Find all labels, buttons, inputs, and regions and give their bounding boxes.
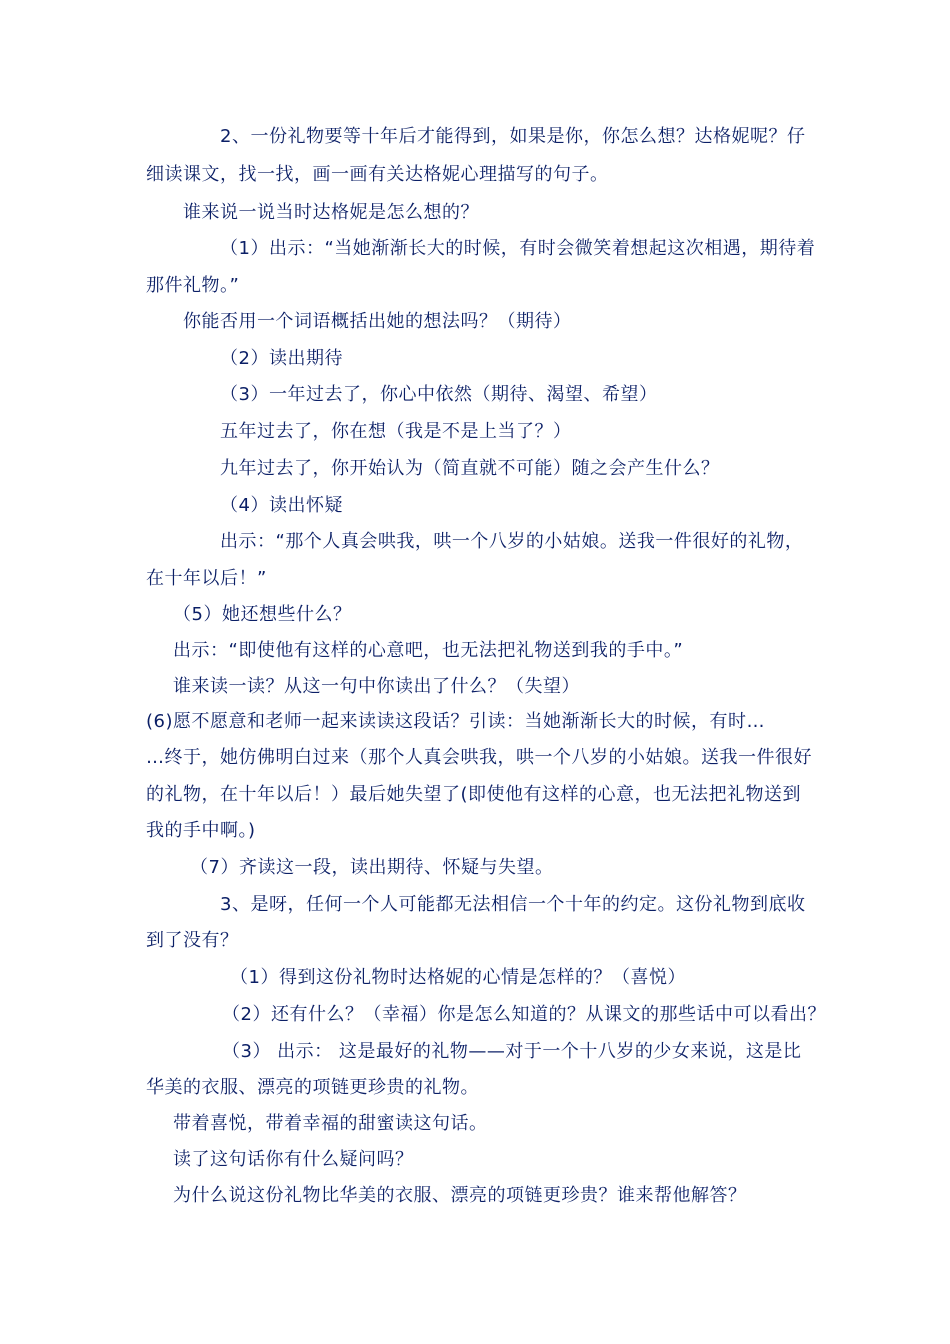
text-line: 出示：“那个人真会哄我，哄一个八岁的小姑娘。送我一件很好的礼物，	[220, 531, 804, 552]
text-line: …终于，她仿佛明白过来（那个人真会哄我，哄一个八岁的小姑娘。送我一件很好	[146, 747, 812, 768]
text-line: 带着喜悦，带着幸福的甜蜜读这句话。	[173, 1113, 488, 1134]
text-line: 你能否用一个词语概括出她的想法吗？（期待）	[183, 311, 572, 332]
text-line: 出示：“即使他有这样的心意吧，也无法把礼物送到我的手中。”	[173, 640, 684, 661]
text-line: 3、是呀，任何一个人可能都无法相信一个十年的约定。这份礼物到底收	[220, 894, 806, 915]
text-line: 为什么说这份礼物比华美的衣服、漂亮的项链更珍贵？谁来帮他解答？	[173, 1185, 747, 1206]
text-line: 到了没有？	[146, 930, 239, 951]
text-line: 谁来读一读？从这一句中你读出了什么？（失望）	[173, 676, 580, 697]
text-line: (6)愿不愿意和老师一起来读读这段话？引读：当她渐渐长大的时候，有时…	[146, 711, 765, 732]
text-line: 谁来说一说当时达格妮是怎么想的？	[183, 202, 479, 223]
text-line: （3）一年过去了，你心中依然（期待、渴望、希望）	[220, 384, 658, 405]
text-line: （3） 出示： 这是最好的礼物——对于一个十八岁的少女来说，这是比	[222, 1041, 802, 1062]
text-line: （1）出示：“当她渐渐长大的时候，有时会微笑着想起这次相遇，期待着	[220, 238, 816, 259]
text-line: （7）齐读这一段，读出期待、怀疑与失望。	[190, 857, 554, 878]
text-line: （2）读出期待	[220, 348, 343, 369]
text-line: 的礼物，在十年以后！）最后她失望了(即使他有这样的心意，也无法把礼物送到	[146, 784, 802, 805]
text-line: 华美的衣服、漂亮的项链更珍贵的礼物。	[146, 1077, 479, 1098]
text-line: 2、一份礼物要等十年后才能得到，如果是你，你怎么想？达格妮呢？仔	[220, 126, 806, 147]
text-line: 细读课文，找一找，画一画有关达格妮心理描写的句子。	[146, 164, 609, 185]
text-line: （1）得到这份礼物时达格妮的心情是怎样的？（喜悦）	[230, 967, 686, 988]
text-line: （5）她还想些什么？	[173, 604, 352, 625]
text-line: 在十年以后！”	[146, 568, 267, 589]
text-line: 九年过去了，你开始认为（简直就不可能）随之会产生什么？	[220, 458, 720, 479]
text-line: （4）读出怀疑	[220, 495, 343, 516]
text-line: 读了这句话你有什么疑问吗？	[173, 1149, 414, 1170]
text-line: 那件礼物。”	[146, 275, 240, 296]
text-line: （2）还有什么？（幸福）你是怎么知道的？从课文的那些话中可以看出？	[222, 1004, 826, 1025]
text-line: 我的手中啊。)	[146, 820, 256, 841]
text-line: 五年过去了，你在想（我是不是上当了？）	[220, 421, 572, 442]
